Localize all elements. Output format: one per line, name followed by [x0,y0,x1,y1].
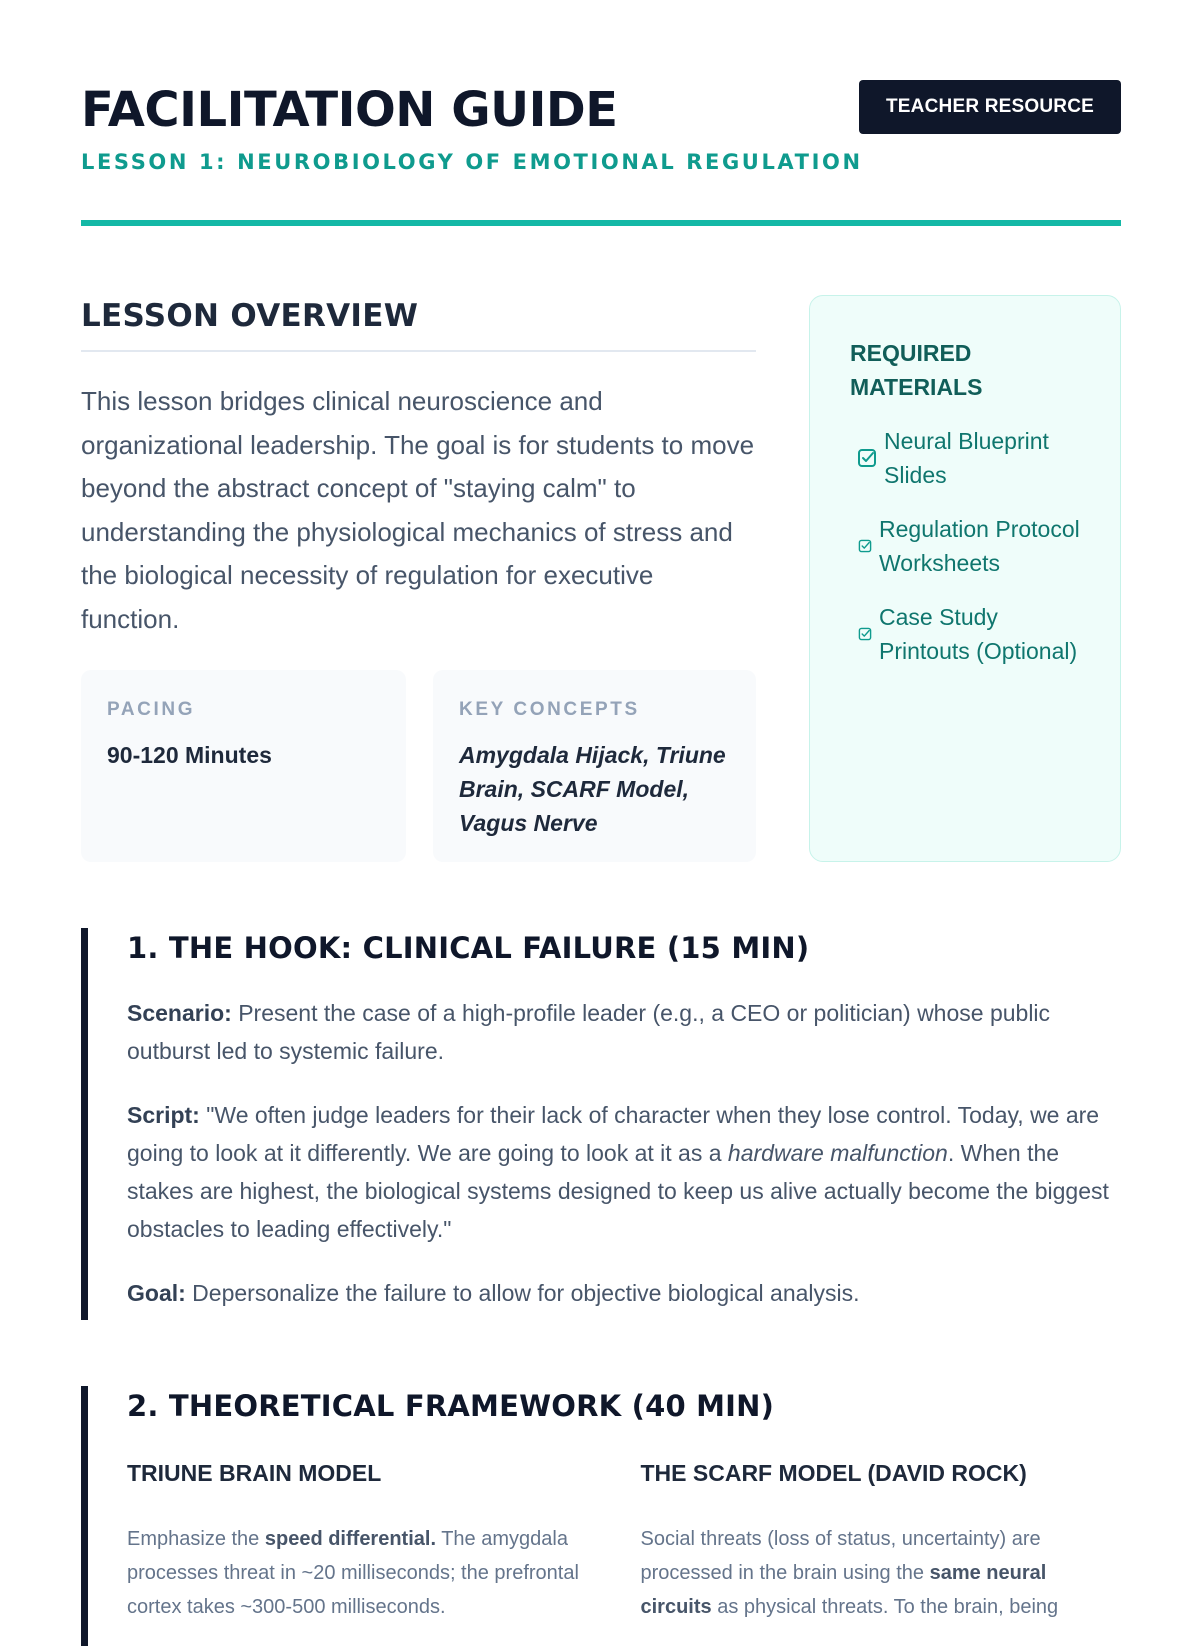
scenario-text: Present the case of a high-profile leader (e.g., a CEO or politician) whose public outburst led to systemic failure. [127,1000,1051,1064]
goal-text: Depersonalize the failure to allow for objective biological analysis. [185,1280,860,1306]
triune-brain-text [127,1522,608,1624]
required-materials-panel [809,295,1121,862]
key-concepts-value: Amygdala Hijack, Triune Brain, SCARF Model, Vagus Nerve [459,742,726,836]
script-paragraph [127,1096,1121,1248]
scenario-paragraph [127,994,1121,1070]
page-header [81,80,1121,226]
teacher-resource-badge: TEACHER RESOURCE [859,80,1121,134]
material-item [850,424,1080,492]
material-label: Case Study Printouts (Optional) [879,604,1078,664]
framework-columns [127,1456,1121,1624]
key-concepts-label: KEY CONCEPTS [459,699,640,720]
section-framework [81,1386,1121,1646]
header-divider [81,220,1121,226]
material-label: Regulation Protocol Worksheets [879,516,1080,576]
pacing-value: 90-120 Minutes [107,742,272,768]
material-item [850,600,1080,668]
triune-text-bold: speed differential. [264,1528,437,1550]
section-title: 2. THEORETICAL FRAMEWORK (40 MIN) [127,1389,775,1423]
triune-text-end: The amygdala processes threat in ~20 milliseconds; the prefrontal cortex takes ~300-500 milliseconds. [127,1528,579,1618]
pacing-card [81,670,406,862]
section-title: 1. THE HOOK: CLINICAL FAILURE (15 MIN) [127,931,810,965]
overview-divider [81,350,756,352]
script-label: Script: [127,1102,200,1128]
facilitation-guide-page [81,0,1121,1618]
scenario-label: Scenario: [127,1000,232,1026]
section-hook [81,928,1121,1320]
scarf-text-start: Social threats (loss of status, uncertainty) are processed in the brain using the [640,1528,1041,1584]
overview-text: This lesson bridges clinical neuroscience and organizational leadership. The goal is for students to move beyond the abstract concept of "staying calm" to understanding the physiological mechanics of stress and the biological necessity of regulation for executive function. [81,386,755,634]
script-emphasis: hardware malfunction [727,1140,948,1166]
scarf-text-end: as physical threats. To the brain, being [711,1596,1059,1618]
checkbox-icon [850,627,879,641]
checkbox-icon [850,539,879,553]
scarf-model-heading: THE SCARF MODEL (DAVID ROCK) [640,1460,1027,1486]
overview-heading: LESSON OVERVIEW [81,298,419,334]
pacing-label: PACING [107,699,196,720]
materials-title: REQUIRED MATERIALS [850,340,983,400]
triune-text-start: Emphasize the [127,1528,265,1550]
lesson-subtitle: LESSON 1: NEUROBIOLOGY OF EMOTIONAL REGULATION [81,150,863,174]
material-item [850,512,1080,580]
script-text-end: . When the stakes are highest, the biological systems designed to keep us alive actually become the biggest obstacles to leading effectively." [127,1140,1109,1242]
triune-brain-heading: TRIUNE BRAIN MODEL [127,1460,382,1486]
scarf-model-text [641,1522,1122,1624]
lesson-overview [81,296,756,641]
key-concepts-card [433,670,756,862]
goal-label: Goal: [127,1280,186,1306]
materials-list [850,424,1080,668]
goal-paragraph [127,1274,1121,1312]
scarf-text-bold: same neural circuits [640,1562,1047,1618]
overview-stats [81,670,756,862]
scarf-model-column [641,1456,1122,1624]
page-title: FACILITATION GUIDE [81,82,618,138]
material-label: Neural Blueprint Slides [884,428,1049,488]
triune-brain-column [127,1456,608,1624]
checkbox-icon [850,448,884,468]
script-text: "We often judge leaders for their lack of character when they lose control. Today, we are going to look at it differently. We are going to look at it as a [127,1102,1100,1166]
